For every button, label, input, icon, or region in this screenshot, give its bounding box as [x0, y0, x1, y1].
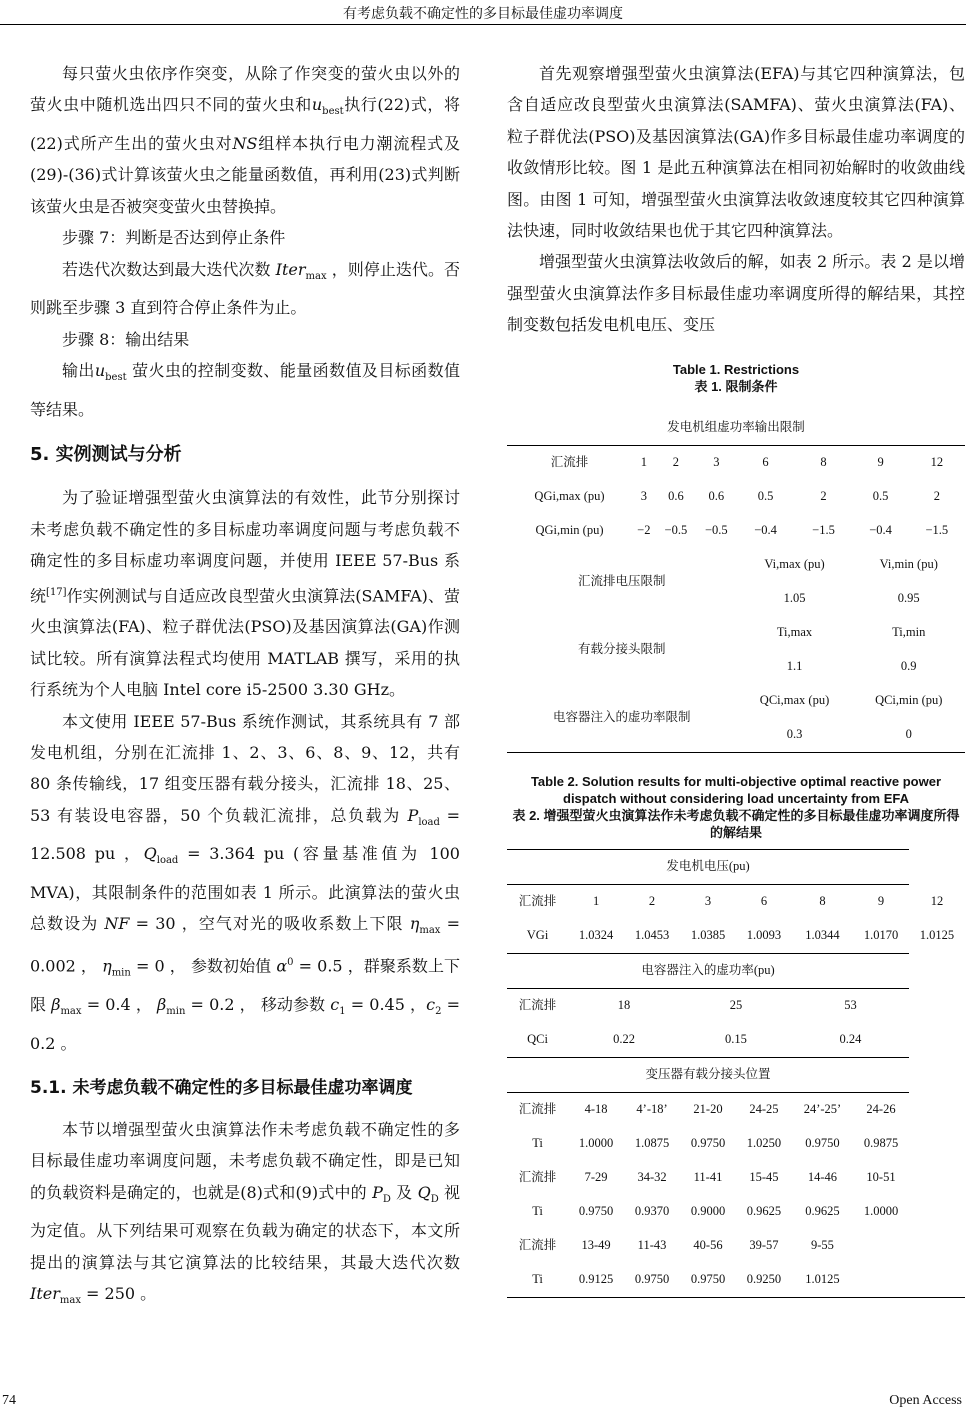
- table-cell: −1.5: [812, 522, 835, 537]
- table-cell: 0.5: [757, 488, 774, 503]
- math-symbol: η: [102, 956, 112, 976]
- table-cell: 0.9875: [863, 1135, 899, 1150]
- table-cell: 6: [760, 893, 768, 908]
- table-cell: 1.0170: [863, 927, 899, 942]
- table-cell: 25: [729, 997, 743, 1012]
- paragraph: 首先观察增强型萤火虫演算法(EFA)与其它四种演算法，包含自适应改良型萤火虫演算法(SAMFA)、萤火虫演算法(FA)、粒子群优法(PSO)及基因演算法(GA)作多目标最佳虚功率调度的收敛情形比较。图 1 是此五种演算法在相同初始解时的收敛曲线图。由图 1 可知，增强型萤火虫演算法收敛速度较其它四种演算法快速，同时收敛结果也优于其它四种演算法。: [507, 64, 965, 241]
- table-cell: 汇流排: [550, 454, 589, 469]
- table-restrictions: [507, 411, 965, 753]
- table-cell: 10-51: [866, 1169, 896, 1184]
- table-row: [507, 1023, 965, 1058]
- table-solution-results: [507, 849, 965, 1298]
- paragraph: 步骤 8：输出结果: [62, 329, 190, 349]
- math-symbol: β: [51, 994, 61, 1014]
- table-cell: 汇流排: [518, 893, 557, 908]
- limit-label: 电容器注入的虚功率限制: [507, 684, 737, 753]
- table-cell: 18: [617, 997, 631, 1012]
- table-cell: 3: [640, 488, 647, 503]
- publisher-label: Open Access: [889, 1393, 962, 1408]
- math-symbol: η: [409, 914, 420, 934]
- subscript: D: [382, 1193, 391, 1205]
- table-cell: 0.9370: [634, 1203, 670, 1218]
- table-cell: 1.0453: [634, 927, 670, 942]
- table-cell: −1.5: [925, 522, 949, 537]
- limit-max-label: Ti,max: [776, 624, 813, 639]
- limit-max-label: Vi,max (pu): [764, 556, 825, 571]
- table-row: [507, 988, 965, 1023]
- math-symbol: P: [407, 805, 419, 825]
- table-cell: 0.9750: [578, 1203, 614, 1218]
- table-cell: 0.22: [613, 1031, 635, 1046]
- math-symbol: Iter: [275, 259, 306, 279]
- table-cell: 0.6: [708, 488, 725, 503]
- table-cell: 1.0125: [792, 1263, 853, 1298]
- table-cell: VGi: [526, 927, 549, 942]
- table-cell: 0.5: [872, 488, 889, 503]
- table1-caption-en: Table 1. Restrictions: [672, 361, 800, 377]
- table-cell: −0.5: [664, 522, 688, 537]
- table-cell: 1.0324: [578, 927, 614, 942]
- subscript: load: [418, 817, 440, 829]
- table-cell: 4-18: [584, 1101, 608, 1116]
- table-cell: 1.0093: [746, 927, 782, 942]
- table-cell: 0.9125: [568, 1263, 624, 1298]
- table-cell: 12: [930, 454, 944, 469]
- table-cell: [853, 1229, 909, 1263]
- limit-min-value: 0.9: [900, 658, 917, 673]
- table-row: [507, 616, 965, 650]
- table-cell: 2: [672, 454, 680, 469]
- table-row: [507, 849, 965, 884]
- table-cell: QGi,max (pu): [534, 488, 605, 503]
- paragraph: 增强型萤火虫演算法收敛后的解，如表 2 所示。表 2 是以增强型萤火虫演算法作多目标最佳虚功率调度所得的解结果，其控制变数包括发电机电压、变压: [507, 252, 965, 335]
- table-cell: QCi: [527, 1031, 548, 1046]
- table-row: [507, 411, 965, 446]
- table-cell: 24-25: [749, 1101, 779, 1116]
- table-cell: 1.0000: [578, 1135, 614, 1150]
- table-cell: 24-26: [866, 1101, 896, 1116]
- table2-caption-en: Table 2. Solution results for multi-objective optimal reactive power dispatch without considering load uncertainty from EFA: [530, 773, 942, 806]
- limit-label: 汇流排电压限制: [578, 573, 666, 588]
- subscript: max: [60, 1006, 82, 1018]
- limit-label: 有载分接头限制: [578, 641, 666, 656]
- table-cell: 0.9750: [624, 1263, 680, 1298]
- paragraph: 为了验证增强型萤火虫演算法的有效性，此节分别探讨未考虑负载不确定性的多目标虚功率调度问题与考虑负载不确定性的多目标虚功率调度问题，并使用 IEEE 57-Bus 系统[17]作实例测试与自适应改良型萤火虫演算法(SAMFA)、萤火虫演算法(FA)、粒子群优法(PSO)及基因演算法(GA)作测试比较。所有演算法程式均使用 MATLAB 撰写，采用的执行系统为个人电脑 Intel core i5-2500 3.30 GHz。: [30, 488, 460, 700]
- table-cell: 15-45: [749, 1169, 779, 1184]
- math-symbol: NS: [232, 134, 258, 153]
- table-cell: 2: [820, 488, 827, 503]
- math-symbol: Iter: [30, 1284, 60, 1304]
- table-row: [507, 1092, 965, 1127]
- table-cell: 0.9000: [690, 1203, 726, 1218]
- table-cell: 2: [648, 893, 656, 908]
- table-cell: 1: [592, 893, 600, 908]
- table1-caption-zh: 表 1. 限制条件: [694, 378, 778, 394]
- table-cell: 9: [877, 454, 884, 469]
- table-cell: [853, 1263, 909, 1298]
- table-cell: 0.6: [668, 488, 684, 503]
- paragraph: 输出$u_{best}$ 萤火虫的控制变数、能量函数值及目标函数值等结果。: [30, 361, 460, 419]
- table-cell: −0.5: [704, 522, 728, 537]
- table-cell: 2: [933, 488, 940, 503]
- math-symbol: c: [330, 994, 340, 1014]
- subscript: D: [430, 1193, 439, 1205]
- table-cell: 21-20: [693, 1101, 723, 1116]
- section-heading: 5.1. 未考虑负载不确定性的多目标最佳虚功率调度: [30, 1077, 413, 1098]
- table-cell: −2: [637, 522, 651, 537]
- table-row: [507, 919, 965, 954]
- table-cell: 0.9625: [746, 1203, 782, 1218]
- limit-max-value: 1.1: [786, 658, 803, 673]
- paragraph: 若迭代次数达到最大迭代次数 Iter$_{max}$ ，则停止迭代。否则跳至步骤 3 直到符合停止条件为止。: [30, 259, 460, 318]
- subscript: min: [111, 967, 131, 979]
- right-column: [507, 58, 965, 1298]
- table-cell: 发电机电压(pu): [507, 849, 909, 884]
- table-cell: 0.24: [839, 1031, 862, 1046]
- subscript: 2: [435, 1006, 442, 1018]
- superscript: [17]: [46, 586, 67, 598]
- table-cell: −0.4: [869, 522, 892, 537]
- table-cell: 0.9750: [690, 1135, 726, 1150]
- subscript: max: [59, 1295, 81, 1307]
- table-cell: 4’-18’: [636, 1101, 668, 1116]
- table-cell: 0.15: [725, 1031, 747, 1046]
- table-cell: Ti: [532, 1135, 543, 1150]
- limit-min-label: QCi,min (pu): [875, 692, 943, 707]
- table-cell: −0.4: [754, 522, 777, 537]
- table-cell: 1.0125: [919, 928, 955, 943]
- subscript: min: [166, 1006, 186, 1018]
- limit-max-label: QCi,max (pu): [759, 692, 830, 707]
- table-cell: 0.9250: [736, 1263, 792, 1298]
- paragraph: 本节以增强型萤火虫演算法作未考虑负载不确定性的多目标最佳虚功率调度问题，未考虑负载不确定性，即是已知的负载资料是确定的，也就是(8)式和(9)式中的 $P_D$ 及 $Q_D$ 视为定值。从下列结果可观察在负载为确定的状态下，本文所提出的演算法与其它演算法的比较结果，其最大迭代次数 Iter$_{max}$ = 250 。: [30, 1119, 460, 1307]
- table-cell: 0.9750: [680, 1263, 736, 1298]
- table-cell: 汇流排: [518, 1169, 557, 1184]
- table-cell: QGi,min (pu): [535, 522, 604, 537]
- subscript: best: [322, 106, 344, 118]
- table-cell: 1.0000: [863, 1203, 899, 1218]
- table-cell: 汇流排: [518, 997, 557, 1012]
- table-cell: 40-56: [693, 1237, 723, 1252]
- table-cell: 1.0344: [805, 927, 840, 942]
- table-cell: 电容器注入的虚功率(pu): [507, 953, 909, 988]
- subscript: max: [305, 270, 327, 282]
- page-number: 74: [2, 1393, 16, 1408]
- table-cell: 汇流排: [518, 1237, 557, 1252]
- table-cell: 1.0875: [634, 1135, 670, 1150]
- table-cell: 34-32: [637, 1169, 667, 1184]
- table-cell: 12: [930, 893, 944, 908]
- table-cell: 0.9750: [805, 1135, 840, 1150]
- table-cell: 53: [844, 997, 857, 1012]
- table-row: [507, 884, 965, 919]
- superscript: 0: [287, 957, 294, 969]
- math-symbol: NF: [104, 914, 130, 934]
- math-symbol: Q: [143, 844, 157, 864]
- right-column-text: [507, 58, 965, 341]
- math-symbol: u: [311, 95, 323, 115]
- limit-min-label: Vi,min (pu): [879, 556, 938, 571]
- table-row: [507, 1057, 965, 1092]
- table-cell: 变压器有载分接头位置: [507, 1057, 909, 1092]
- subscript: load: [156, 855, 179, 867]
- table-row: [507, 548, 965, 582]
- paragraph: 步骤 7：判断是否达到停止条件: [62, 228, 286, 248]
- table-cell: 汇流排: [518, 1101, 557, 1116]
- table-cell: 24’-25’: [803, 1101, 842, 1116]
- table-row: [507, 1229, 965, 1263]
- paragraph: 本文使用 IEEE 57-Bus 系统作测试，其系统具有 7 部发电机组，分别在汇流排 1、2、3、6、8、9、12，共有 80 条传输线，17 组变压器有载分接头，汇流排 18、25、53 有装设电容器，50 个负载汇流排，总负载为 $P_{load} = 12.508$ pu ，$Q_{load} = 3.364$ pu (容量基准值为 100 MVA)，其限制条件的范围如表 1 所示。此演算法的萤火虫总数设为 NF = 30 ，空气对光的吸收系数上下限 $\eta_{max} = 0.002$ ， $\eta_{min} = 0$ ， 参数初始值 $\alpha^0 = 0.5$ ，群聚系数上下限 $\beta_{max} = 0.4$ ， $\beta_{min} = 0.2$ ， 移动参数 $c_1 = 0.45$ ，$c_2 = 0.2$ 。: [30, 711, 460, 1053]
- table-cell: 9: [877, 893, 885, 908]
- table-cell: 11-41: [693, 1169, 723, 1184]
- table-cell: Ti: [532, 1203, 543, 1218]
- table-row: [507, 953, 965, 988]
- table-cell: 0.9625: [805, 1203, 840, 1218]
- table2-caption-zh: 表 2. 增强型萤火虫演算法作未考虑负载不确定性的多目标最佳虚功率调度所得的解结果: [512, 807, 960, 840]
- table-row: [507, 1195, 965, 1229]
- table-cell: 1.0385: [690, 927, 726, 942]
- limit-min-value: 0: [852, 718, 965, 753]
- math-symbol: α: [276, 956, 288, 976]
- limit-min-value: 0.95: [897, 590, 920, 605]
- limit-max-value: 0.3: [737, 718, 853, 753]
- table-cell: 1.0250: [746, 1135, 782, 1150]
- running-header: 有考虑负载不确定性的多目标最佳虚功率调度: [343, 6, 623, 22]
- table-row: [507, 445, 965, 480]
- math-symbol: Q: [417, 1182, 431, 1202]
- table-row: [507, 1161, 965, 1195]
- table-cell: 11-43: [637, 1237, 667, 1252]
- table-cell: 3: [704, 893, 712, 908]
- math-symbol: β: [157, 994, 167, 1014]
- table-cell: 14-46: [807, 1169, 838, 1184]
- header-rule: [0, 24, 966, 25]
- table-cell: 39-57: [749, 1237, 779, 1252]
- subscript: 1: [339, 1006, 346, 1018]
- math-symbol: c: [426, 994, 436, 1014]
- table-row: [507, 1263, 965, 1298]
- math-symbol: u: [94, 361, 106, 381]
- table-cell: Ti: [507, 1263, 568, 1298]
- table-cell: 发电机组虚功率输出限制: [507, 411, 965, 446]
- table-cell: 7-29: [584, 1169, 608, 1184]
- table-cell: 13-49: [581, 1237, 611, 1252]
- limit-min-label: Ti,min: [892, 624, 926, 639]
- subscript: best: [105, 372, 127, 384]
- table-cell: 3: [713, 454, 720, 469]
- table-cell: 8: [819, 893, 826, 908]
- limit-max-value: 1.05: [783, 590, 806, 605]
- subscript: max: [419, 925, 441, 937]
- table-row: [507, 480, 965, 514]
- table-row: [507, 684, 965, 718]
- paragraph: 每只萤火虫依序作突变，从除了作突变的萤火虫以外的萤火虫中随机选出四只不同的萤火虫和$u_{best}$执行(22)式，将(22)式所产生出的萤火虫对NS组样本执行电力潮流程式及(29)-(36)式计算该萤火虫之能量函数值，再利用(23)式判断该萤火虫是否被突变萤火虫替换掉。: [30, 64, 460, 216]
- table-cell: 6: [762, 454, 769, 469]
- section-heading: 5. 实例测试与分析: [30, 444, 182, 466]
- table-cell: 8: [820, 454, 827, 469]
- table-cell: 9-55: [811, 1237, 834, 1252]
- math-symbol: P: [372, 1182, 383, 1202]
- table-row: [507, 514, 965, 548]
- left-column: [30, 58, 460, 1317]
- table-row: [507, 1127, 965, 1161]
- table-cell: 1: [640, 454, 647, 469]
